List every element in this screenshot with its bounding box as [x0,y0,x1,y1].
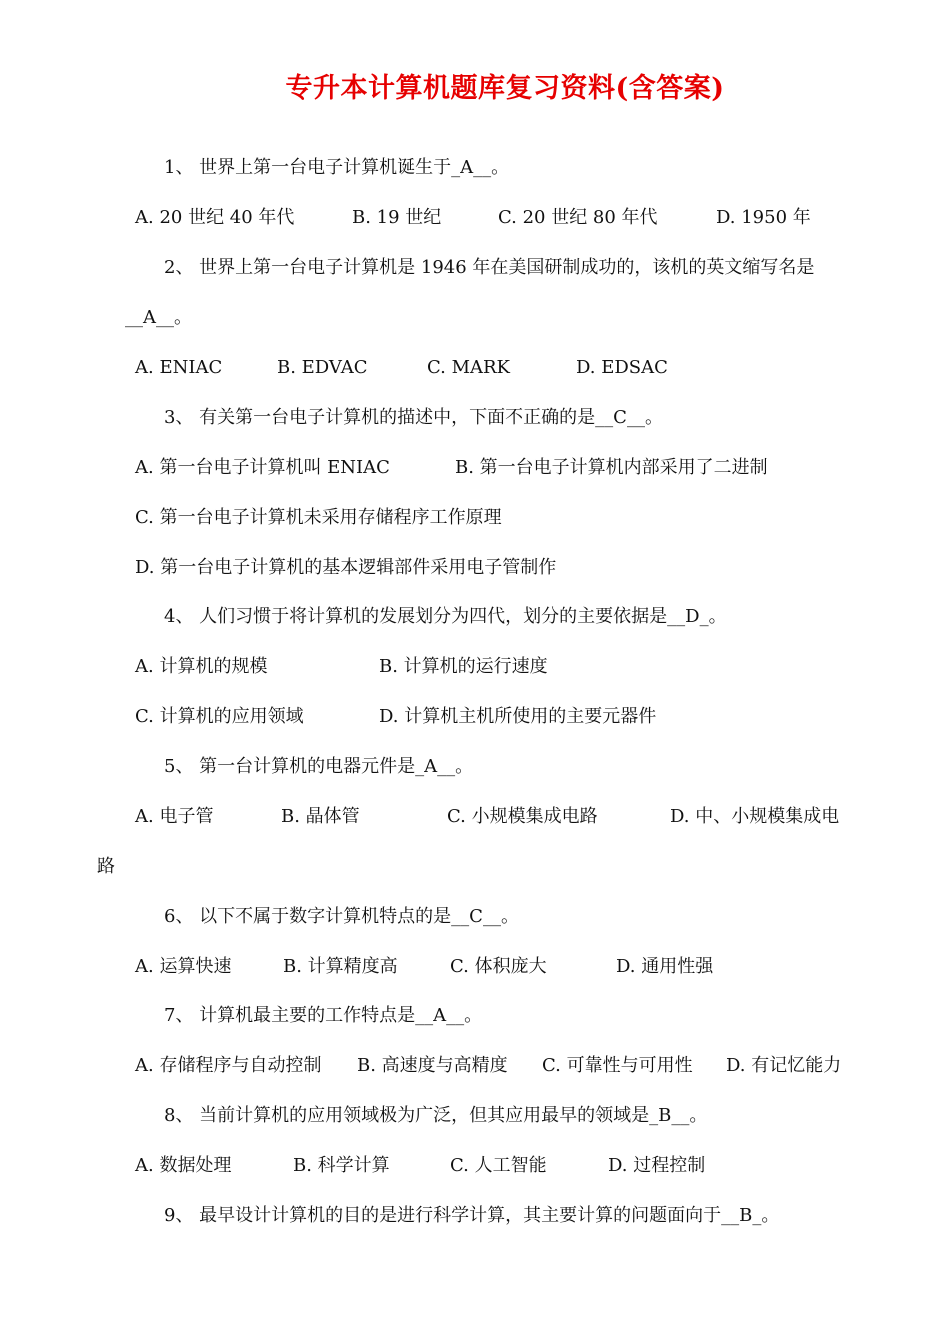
q3-option-a: A. 第一台电子计算机叫 ENIAC [135,457,390,478]
q6-option-a: A. 运算快速 [135,956,232,977]
q8-option-d: D. 过程控制 [608,1155,706,1176]
question-8-stem: 8、 当前计算机的应用领域极为广泛，但其应用最早的领域是_B__。 [164,1105,708,1126]
q4-option-b: B. 计算机的运行速度 [379,656,548,677]
question-1-stem: 1、 世界上第一台电子计算机诞生于_A__。 [164,157,510,178]
q8-option-a: A. 数据处理 [135,1155,232,1176]
q2-option-b: B. EDVAC [277,357,368,378]
question-3-stem: 3、 有关第一台电子计算机的描述中，下面不正确的是__C__。 [164,407,663,428]
q5-option-a: A. 电子管 [135,806,214,827]
question-5-stem: 5、 第一台计算机的电器元件是_A__。 [164,756,474,777]
q4-option-c: C. 计算机的应用领域 [135,706,304,727]
q2-option-d: D. EDSAC [576,357,668,378]
question-7-stem: 7、 计算机最主要的工作特点是__A__。 [164,1005,483,1026]
q7-option-b: B. 高速度与高精度 [357,1055,508,1076]
question-9-stem: 9、 最早设计计算机的目的是进行科学计算，其主要计算的问题面向于__B_。 [164,1205,780,1226]
question-6-stem: 6、 以下不属于数字计算机特点的是__C__。 [164,906,519,927]
question-2-stem: 2、 世界上第一台电子计算机是 1946 年在美国研制成功的，该机的英文缩写名是 [164,257,815,278]
question-2-stem-continued: __A__。 [125,307,192,328]
q8-option-c: C. 人工智能 [450,1155,547,1176]
q6-option-d: D. 通用性强 [616,956,714,977]
q1-option-b: B. 19 世纪 [352,207,442,228]
q1-option-d: D. 1950 年 [716,207,811,228]
document-title: 专升本计算机题库复习资料(含答案) [285,73,725,104]
q5-option-d-continued: 路 [97,856,115,877]
q7-option-d: D. 有记忆能力 [726,1055,842,1076]
q5-option-d: D. 中、小规模集成电 [670,806,840,827]
q1-option-a: A. 20 世纪 40 年代 [135,207,295,228]
q8-option-b: B. 科学计算 [293,1155,390,1176]
q5-option-b: B. 晶体管 [281,806,360,827]
question-4-stem: 4、 人们习惯于将计算机的发展划分为四代，划分的主要依据是__D_。 [164,606,727,627]
q4-option-d: D. 计算机主机所使用的主要元器件 [379,706,657,727]
q3-option-d: D. 第一台电子计算机的基本逻辑部件采用电子管制作 [135,557,557,578]
q6-option-b: B. 计算精度高 [283,956,398,977]
q4-option-a: A. 计算机的规模 [135,656,268,677]
q1-option-c: C. 20 世纪 80 年代 [498,207,658,228]
q7-option-a: A. 存储程序与自动控制 [135,1055,322,1076]
q6-option-c: C. 体积庞大 [450,956,547,977]
q3-option-b: B. 第一台电子计算机内部采用了二进制 [455,457,768,478]
q2-option-c: C. MARK [427,357,511,378]
q5-option-c: C. 小规模集成电路 [447,806,598,827]
q3-option-c: C. 第一台电子计算机未采用存储程序工作原理 [135,507,502,528]
q2-option-a: A. ENIAC [135,357,223,378]
q7-option-c: C. 可靠性与可用性 [542,1055,693,1076]
